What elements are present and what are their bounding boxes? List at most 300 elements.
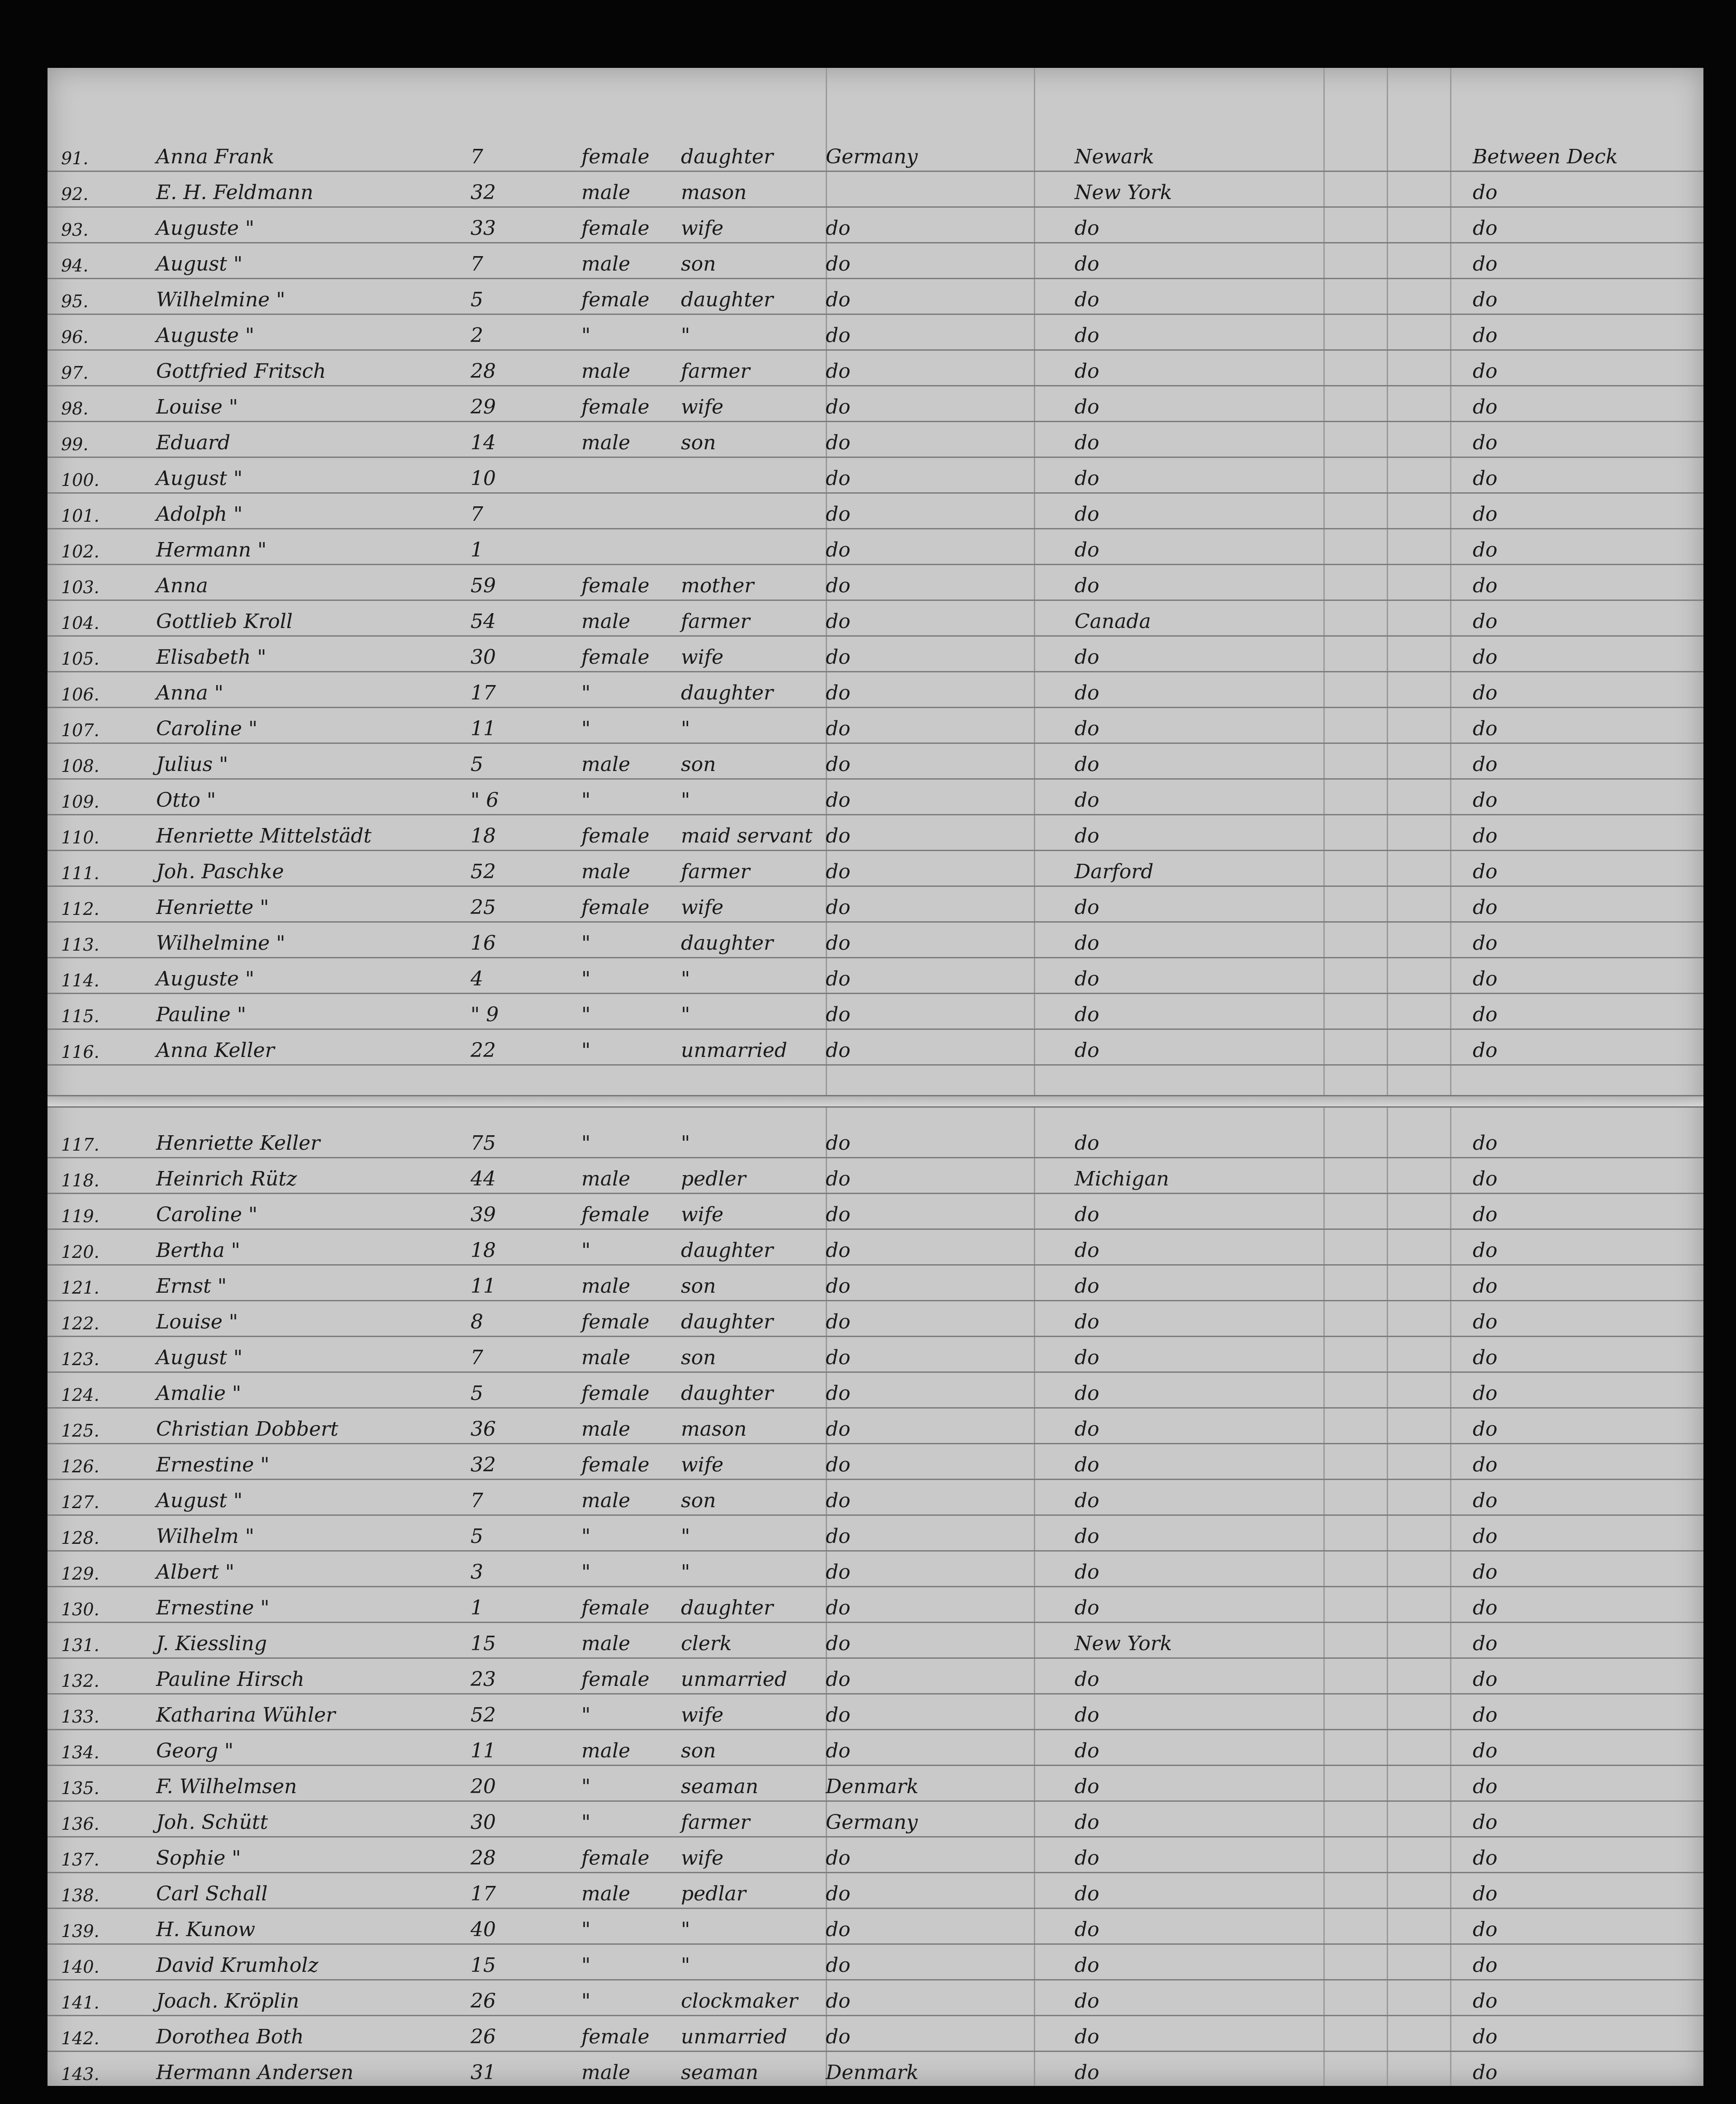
cell-destination: do <box>1075 1453 1099 1476</box>
table-row <box>48 672 1703 708</box>
cell-num: 117. <box>61 1135 100 1155</box>
cell-num: 134. <box>61 1742 100 1762</box>
cell-location: do <box>1473 1453 1498 1476</box>
cell-sex: male <box>581 753 631 776</box>
cell-location: do <box>1473 1003 1498 1026</box>
cell-sex: female <box>581 1203 650 1226</box>
cell-age: 4 <box>471 967 483 990</box>
cell-age: 7 <box>471 503 483 526</box>
cell-num: 114. <box>61 971 100 990</box>
cell-num: 102. <box>61 542 100 562</box>
cell-sex: female <box>581 646 650 669</box>
cell-country: do <box>826 896 851 919</box>
cell-location: do <box>1473 360 1498 383</box>
cell-location: do <box>1473 538 1498 562</box>
cell-sex: male <box>581 1632 631 1655</box>
cell-name: Henriette Keller <box>156 1132 320 1155</box>
cell-location: do <box>1473 824 1498 847</box>
table-row <box>48 1229 1703 1266</box>
cell-name: Joh. Paschke <box>156 860 284 883</box>
cell-age: 31 <box>471 2061 496 2084</box>
cell-occupation: " <box>681 1003 690 1026</box>
cell-num: 135. <box>61 1778 100 1798</box>
cell-country: do <box>826 1003 851 1026</box>
cell-sex: male <box>581 610 631 633</box>
cell-destination: do <box>1075 252 1099 276</box>
cell-age: 11 <box>471 1739 496 1762</box>
cell-num: 126. <box>61 1457 100 1476</box>
cell-num: 113. <box>61 935 100 955</box>
cell-location: do <box>1473 1704 1498 1727</box>
cell-country: do <box>826 1847 851 1870</box>
cell-occupation: daughter <box>681 1382 773 1405</box>
cell-age: 75 <box>471 1132 496 1155</box>
table-row <box>48 386 1703 422</box>
cell-age: 5 <box>471 1382 483 1405</box>
cell-num: 119. <box>61 1206 100 1226</box>
cell-age: 1 <box>471 538 483 562</box>
table-row <box>48 922 1703 958</box>
manifest-page <box>48 68 1703 2086</box>
cell-occupation: maid servant <box>681 824 813 847</box>
cell-destination: do <box>1075 1561 1099 1584</box>
cell-destination: do <box>1075 753 1099 776</box>
cell-name: Anna <box>156 574 208 597</box>
cell-num: 140. <box>61 1957 100 1977</box>
cell-sex: " <box>581 1039 591 1062</box>
table-row <box>48 1623 1703 1659</box>
cell-country: do <box>826 1632 851 1655</box>
cell-num: 136. <box>61 1814 100 1834</box>
cell-sex: female <box>581 1453 650 1476</box>
cell-num: 91. <box>61 148 89 168</box>
cell-sex: " <box>581 1918 591 1941</box>
cell-occupation: daughter <box>681 145 773 168</box>
cell-sex: female <box>581 824 650 847</box>
cell-destination: do <box>1075 717 1099 740</box>
cell-occupation: farmer <box>681 860 750 883</box>
cell-name: Carl Schall <box>156 1882 268 1905</box>
cell-occupation: " <box>681 1954 690 1977</box>
cell-num: 96. <box>61 327 89 347</box>
cell-occupation: daughter <box>681 681 773 705</box>
cell-name: H. Kunow <box>156 1918 256 1941</box>
cell-age: 11 <box>471 717 496 740</box>
cell-destination: do <box>1075 646 1099 669</box>
table-row <box>48 1444 1703 1480</box>
cell-sex: " <box>581 1003 591 1026</box>
cell-location: do <box>1473 1239 1498 1262</box>
cell-name: Katharina Wühler <box>156 1704 336 1727</box>
table-row <box>48 1587 1703 1623</box>
cell-country: do <box>826 574 851 597</box>
cell-location: do <box>1473 1954 1498 1977</box>
cell-destination: do <box>1075 1704 1099 1727</box>
cell-country: do <box>826 1525 851 1548</box>
cell-sex: " <box>581 1239 591 1262</box>
table-row <box>48 1980 1703 2016</box>
cell-country: do <box>826 1561 851 1584</box>
cell-country: do <box>826 753 851 776</box>
table-row <box>48 529 1703 565</box>
table-row <box>48 636 1703 672</box>
cell-num: 98. <box>61 399 89 419</box>
cell-occupation: farmer <box>681 610 750 633</box>
cell-occupation: son <box>681 252 716 276</box>
cell-country: do <box>826 824 851 847</box>
cell-name: F. Wilhelmsen <box>156 1775 297 1798</box>
cell-occupation: wife <box>681 646 724 669</box>
cell-age: 54 <box>471 610 496 633</box>
cell-num: 106. <box>61 685 100 705</box>
cell-location: do <box>1473 646 1498 669</box>
cell-sex: " <box>581 1990 591 2013</box>
cell-sex: male <box>581 1882 631 1905</box>
cell-occupation: " <box>681 1561 690 1584</box>
cell-name: Wilhelmine " <box>156 932 285 955</box>
cell-destination: Michigan <box>1075 1167 1169 1190</box>
cell-occupation: mason <box>681 1418 747 1441</box>
cell-country: Germany <box>826 1811 918 1834</box>
cell-country: do <box>826 1704 851 1727</box>
cell-name: Henriette " <box>156 896 269 919</box>
cell-sex: male <box>581 1739 631 1762</box>
cell-destination: do <box>1075 789 1099 812</box>
cell-age: 20 <box>471 1775 496 1798</box>
cell-occupation: " <box>681 1525 690 1548</box>
cell-destination: do <box>1075 1811 1099 1834</box>
cell-destination: do <box>1075 217 1099 240</box>
cell-country: do <box>826 252 851 276</box>
cell-sex: " <box>581 681 591 705</box>
cell-name: Albert " <box>156 1561 234 1584</box>
cell-num: 127. <box>61 1492 100 1512</box>
cell-destination: do <box>1075 1489 1099 1512</box>
cell-num: 118. <box>61 1171 100 1190</box>
cell-sex: male <box>581 1346 631 1369</box>
cell-destination: do <box>1075 1132 1099 1155</box>
cell-destination: do <box>1075 1003 1099 1026</box>
cell-age: 23 <box>471 1668 496 1691</box>
cell-location: do <box>1473 288 1498 311</box>
table-row <box>48 1944 1703 1980</box>
cell-occupation: " <box>681 1132 690 1155</box>
table-row <box>48 1730 1703 1766</box>
cell-num: 101. <box>61 506 100 526</box>
cell-num: 130. <box>61 1599 100 1619</box>
cell-name: Louise " <box>156 1310 238 1333</box>
cell-country: do <box>826 431 851 454</box>
cell-age: 28 <box>471 1847 496 1870</box>
table-row <box>48 171 1703 208</box>
cell-age: 2 <box>471 324 483 347</box>
cell-occupation: wife <box>681 395 724 419</box>
cell-age: 7 <box>471 252 483 276</box>
cell-country: do <box>826 1039 851 1062</box>
table-row <box>48 1337 1703 1373</box>
cell-country: Germany <box>826 145 918 168</box>
cell-sex: female <box>581 2025 650 2048</box>
cell-age: " 9 <box>471 1003 499 1026</box>
cell-destination: do <box>1075 431 1099 454</box>
cell-destination: do <box>1075 360 1099 383</box>
cell-country: do <box>826 1132 851 1155</box>
cell-location: do <box>1473 1346 1498 1369</box>
cell-location: do <box>1473 1275 1498 1298</box>
cell-name: August " <box>156 1489 243 1512</box>
table-row <box>48 1909 1703 1945</box>
cell-location: do <box>1473 1203 1498 1226</box>
cell-occupation: wife <box>681 1453 724 1476</box>
table-row <box>48 1029 1703 1066</box>
table-row <box>48 243 1703 279</box>
cell-num: 142. <box>61 2028 100 2048</box>
cell-age: 26 <box>471 1990 496 2013</box>
cell-num: 143. <box>61 2064 100 2084</box>
cell-num: 132. <box>61 1671 100 1691</box>
cell-destination: do <box>1075 1310 1099 1333</box>
cell-occupation: daughter <box>681 288 773 311</box>
table-row <box>48 1480 1703 1516</box>
cell-destination: do <box>1075 1954 1099 1977</box>
cell-sex: male <box>581 2061 631 2084</box>
cell-destination: do <box>1075 1596 1099 1619</box>
cell-num: 105. <box>61 649 100 669</box>
cell-num: 137. <box>61 1850 100 1870</box>
cell-location: do <box>1473 1167 1498 1190</box>
cell-location: do <box>1473 467 1498 490</box>
cell-country: do <box>826 1668 851 1691</box>
cell-location: do <box>1473 1882 1498 1905</box>
cell-occupation: son <box>681 1346 716 1369</box>
cell-destination: do <box>1075 395 1099 419</box>
cell-num: 107. <box>61 720 100 740</box>
cell-occupation: wife <box>681 896 724 919</box>
cell-age: 7 <box>471 1489 483 1512</box>
cell-name: Elisabeth " <box>156 646 266 669</box>
cell-age: 5 <box>471 753 483 776</box>
cell-name: Georg " <box>156 1739 234 1762</box>
cell-sex: female <box>581 896 650 919</box>
cell-sex: " <box>581 1704 591 1727</box>
cell-occupation: " <box>681 789 690 812</box>
cell-num: 111. <box>61 863 100 883</box>
cell-age: 30 <box>471 646 496 669</box>
cell-country: do <box>826 1918 851 1941</box>
cell-name: Amalie " <box>156 1382 242 1405</box>
page-seam <box>48 1095 1703 1108</box>
cell-destination: do <box>1075 1275 1099 1298</box>
cell-age: 17 <box>471 681 496 705</box>
cell-name: Ernestine " <box>156 1596 270 1619</box>
cell-occupation: son <box>681 753 716 776</box>
cell-occupation: wife <box>681 1203 724 1226</box>
cell-num: 100. <box>61 470 100 490</box>
cell-country: do <box>826 467 851 490</box>
cell-age: 18 <box>471 1239 496 1262</box>
cell-name: August " <box>156 252 243 276</box>
cell-sex: male <box>581 860 631 883</box>
cell-destination: do <box>1075 1525 1099 1548</box>
cell-num: 109. <box>61 792 100 812</box>
cell-name: Gottlieb Kroll <box>156 610 293 633</box>
table-row <box>48 207 1703 243</box>
cell-occupation: pedler <box>681 1167 746 1190</box>
cell-name: Auguste " <box>156 217 255 240</box>
table-row <box>48 1694 1703 1730</box>
cell-country: do <box>826 1453 851 1476</box>
table-row <box>48 1801 1703 1837</box>
cell-age: 26 <box>471 2025 496 2048</box>
cell-location: do <box>1473 2025 1498 2048</box>
cell-sex: " <box>581 1525 591 1548</box>
cell-country: do <box>826 217 851 240</box>
cell-name: Anna " <box>156 681 224 705</box>
cell-location: do <box>1473 717 1498 740</box>
cell-occupation: unmarried <box>681 2025 787 2048</box>
cell-location: do <box>1473 503 1498 526</box>
cell-sex: " <box>581 967 591 990</box>
cell-country: do <box>826 538 851 562</box>
cell-sex: female <box>581 288 650 311</box>
cell-name: Pauline Hirsch <box>156 1668 304 1691</box>
cell-occupation: daughter <box>681 1239 773 1262</box>
cell-occupation: son <box>681 431 716 454</box>
cell-country: do <box>826 1167 851 1190</box>
cell-age: 39 <box>471 1203 496 1226</box>
cell-num: 94. <box>61 256 89 276</box>
cell-country: do <box>826 1239 851 1262</box>
cell-sex: " <box>581 1775 591 1798</box>
cell-age: 14 <box>471 431 496 454</box>
cell-location: do <box>1473 1811 1498 1834</box>
cell-destination: do <box>1075 824 1099 847</box>
cell-destination: New York <box>1075 1632 1172 1655</box>
cell-name: Henriette Mittelstädt <box>156 824 372 847</box>
cell-occupation: farmer <box>681 1811 750 1834</box>
cell-age: 16 <box>471 932 496 955</box>
cell-location: do <box>1473 896 1498 919</box>
cell-sex: " <box>581 1811 591 1834</box>
cell-age: 5 <box>471 288 483 311</box>
cell-occupation: son <box>681 1489 716 1512</box>
cell-destination: do <box>1075 1918 1099 1941</box>
cell-name: Hermann " <box>156 538 267 562</box>
cell-age: 7 <box>471 1346 483 1369</box>
cell-location: do <box>1473 2061 1498 2084</box>
table-row <box>48 851 1703 887</box>
cell-occupation: seaman <box>681 2061 759 2084</box>
cell-num: 138. <box>61 1885 100 1905</box>
cell-occupation: son <box>681 1275 716 1298</box>
table-row <box>48 994 1703 1030</box>
cell-location: do <box>1473 1489 1498 1512</box>
cell-destination: do <box>1075 932 1099 955</box>
cell-age: 32 <box>471 181 496 204</box>
table-row <box>48 2016 1703 2052</box>
cell-name: Caroline " <box>156 1203 258 1226</box>
cell-occupation: clockmaker <box>681 1990 798 2013</box>
cell-destination: do <box>1075 2025 1099 2048</box>
cell-num: 108. <box>61 756 100 776</box>
cell-sex: male <box>581 252 631 276</box>
cell-country: do <box>826 789 851 812</box>
cell-destination: do <box>1075 1882 1099 1905</box>
cell-num: 97. <box>61 363 89 383</box>
table-row <box>48 314 1703 351</box>
cell-sex: female <box>581 217 650 240</box>
cell-destination: do <box>1075 1418 1099 1441</box>
cell-sex: " <box>581 1132 591 1155</box>
cell-age: 7 <box>471 145 483 168</box>
cell-location: do <box>1473 1990 1498 2013</box>
cell-destination: do <box>1075 467 1099 490</box>
cell-num: 112. <box>61 899 100 919</box>
cell-occupation: wife <box>681 217 724 240</box>
cell-location: do <box>1473 753 1498 776</box>
cell-destination: do <box>1075 1382 1099 1405</box>
cell-destination: do <box>1075 2061 1099 2084</box>
cell-country: do <box>826 395 851 419</box>
cell-location: do <box>1473 681 1498 705</box>
cell-age: 52 <box>471 860 496 883</box>
cell-num: 131. <box>61 1635 100 1655</box>
cell-occupation: unmarried <box>681 1668 787 1691</box>
cell-sex: female <box>581 395 650 419</box>
cell-sex: female <box>581 145 650 168</box>
cell-age: 33 <box>471 217 496 240</box>
cell-sex: male <box>581 1418 631 1441</box>
cell-num: 123. <box>61 1349 100 1369</box>
table-row <box>48 958 1703 994</box>
cell-destination: do <box>1075 538 1099 562</box>
table-row <box>48 350 1703 386</box>
cell-age: 15 <box>471 1632 496 1655</box>
cell-location: do <box>1473 1596 1498 1619</box>
cell-name: Ernestine " <box>156 1453 270 1476</box>
cell-name: Caroline " <box>156 717 258 740</box>
cell-name: Hermann Andersen <box>156 2061 354 2084</box>
cell-destination: do <box>1075 1668 1099 1691</box>
cell-name: Dorothea Both <box>156 2025 304 2048</box>
cell-destination: do <box>1075 1775 1099 1798</box>
cell-name: Bertha " <box>156 1239 240 1262</box>
cell-num: 93. <box>61 220 89 240</box>
cell-age: 36 <box>471 1418 496 1441</box>
cell-occupation: son <box>681 1739 716 1762</box>
cell-name: E. H. Feldmann <box>156 181 314 204</box>
cell-name: Joach. Kröplin <box>156 1990 300 2013</box>
table-row <box>48 1265 1703 1301</box>
cell-occupation: mother <box>681 574 754 597</box>
cell-age: 8 <box>471 1310 483 1333</box>
cell-sex: male <box>581 1167 631 1190</box>
cell-destination: Newark <box>1075 145 1155 168</box>
cell-destination: do <box>1075 896 1099 919</box>
cell-age: 30 <box>471 1811 496 1834</box>
cell-num: 115. <box>61 1006 100 1026</box>
table-row <box>48 2052 1703 2086</box>
cell-destination: do <box>1075 1239 1099 1262</box>
cell-location: do <box>1473 1561 1498 1584</box>
cell-occupation: wife <box>681 1847 724 1870</box>
cell-location: do <box>1473 610 1498 633</box>
cell-age: 52 <box>471 1704 496 1727</box>
cell-country: do <box>826 1489 851 1512</box>
cell-name: August " <box>156 467 243 490</box>
cell-location: Between Deck <box>1473 145 1618 168</box>
cell-location: do <box>1473 574 1498 597</box>
